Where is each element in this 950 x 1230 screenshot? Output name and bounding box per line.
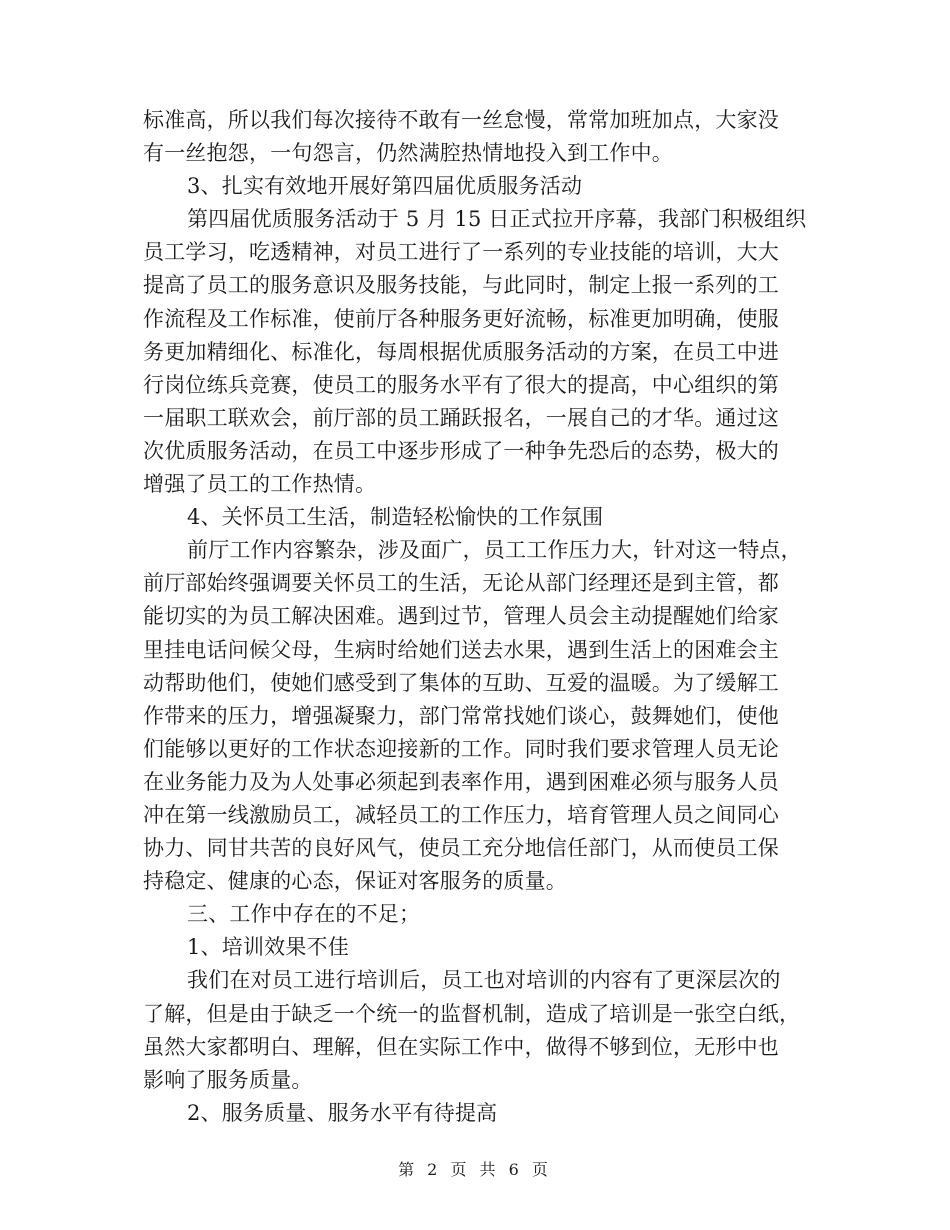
text-line: 行岗位练兵竞赛，使员工的服务水平有了很大的提高，中心组织的第	[143, 372, 779, 397]
text-line: 了解，但是由于缺乏一个统一的监督机制，造成了培训是一张空白纸，	[143, 1001, 801, 1026]
text-line: 持稳定、健康的心态，保证对客服务的质量。	[143, 869, 567, 894]
text-line: 们能够以更好的工作状态迎接新的工作。同时我们要求管理人员无论	[143, 736, 779, 761]
text-line: 虽然大家都明白、理解，但在实际工作中，做得不够到位，无形中也	[143, 1034, 779, 1059]
text-line: 能切实的为员工解决困难。遇到过节，管理人员会主动提醒她们给家	[143, 604, 779, 629]
text-line: 一届职工联欢会，前厅部的员工踊跃报名，一展自己的才华。通过这	[143, 405, 779, 430]
text-line: 动帮助他们，使她们感受到了集体的互助、互爱的温暖。为了缓解工	[143, 670, 779, 695]
text-line: 有一丝抱怨，一句怨言，仍然满腔热情地投入到工作中。	[143, 141, 673, 166]
text-line: 3、扎实有效地开展好第四届优质服务活动	[187, 174, 583, 199]
text-line: 协力、同甘共苦的良好风气，使员工充分地信任部门，从而使员工保	[143, 836, 779, 861]
text-line: 作带来的压力，增强凝聚力，部门常常找她们谈心，鼓舞她们，使他	[143, 703, 779, 728]
text-line: 增强了员工的工作热情。	[143, 472, 377, 497]
text-line: 我们在对员工进行培训后，员工也对培训的内容有了更深层次的	[187, 968, 781, 993]
text-line: 影响了服务质量。	[143, 1067, 313, 1092]
text-line: 员工学习，吃透精神，对员工进行了一系列的专业技能的培训，大大	[143, 240, 779, 265]
text-line: 前厅部始终强调要关怀员工的生活，无论从部门经理还是到主管，都	[143, 571, 779, 596]
text-line: 务更加精细化、标准化，每周根据优质服务活动的方案，在员工中进	[143, 339, 779, 364]
text-line: 冲在第一线激励员工，减轻员工的工作压力，培育管理人员之间同心	[143, 802, 779, 827]
text-line: 前厅工作内容繁杂，涉及面广，员工工作压力大，针对这一特点，	[187, 538, 802, 563]
text-line: 提高了员工的服务意识及服务技能，与此同时，制定上报一系列的工	[143, 273, 779, 298]
text-line: 2、服务质量、服务水平有待提高	[187, 1100, 498, 1125]
text-line: 标准高，所以我们每次接待不敢有一丝怠慢，常常加班加点，大家没	[143, 108, 779, 132]
page-number-label: 第 2 页 共 6 页	[398, 1160, 552, 1179]
page-footer	[0, 1157, 950, 1180]
text-line: 4、关怀员工生活，制造轻松愉快的工作氛围	[187, 505, 604, 530]
text-line: 1、培训效果不佳	[187, 935, 349, 960]
text-line: 三、工作中存在的不足；	[187, 902, 421, 927]
text-line: 里挂电话问候父母，生病时给她们送去水果，遇到生活上的困难会主	[143, 637, 779, 662]
text-line: 第四届优质服务活动于 5 月 15 日正式拉开序幕，我部门积极组织	[187, 207, 807, 232]
document-body	[143, 104, 807, 1130]
text-line: 在业务能力及为人处事必须起到表率作用，遇到困难必须与服务人员	[143, 769, 779, 794]
text-line: 作流程及工作标准，使前厅各种服务更好流畅，标准更加明确，使服	[143, 306, 779, 331]
text-line: 次优质服务活动，在员工中逐步形成了一种争先恐后的态势，极大的	[143, 438, 779, 463]
